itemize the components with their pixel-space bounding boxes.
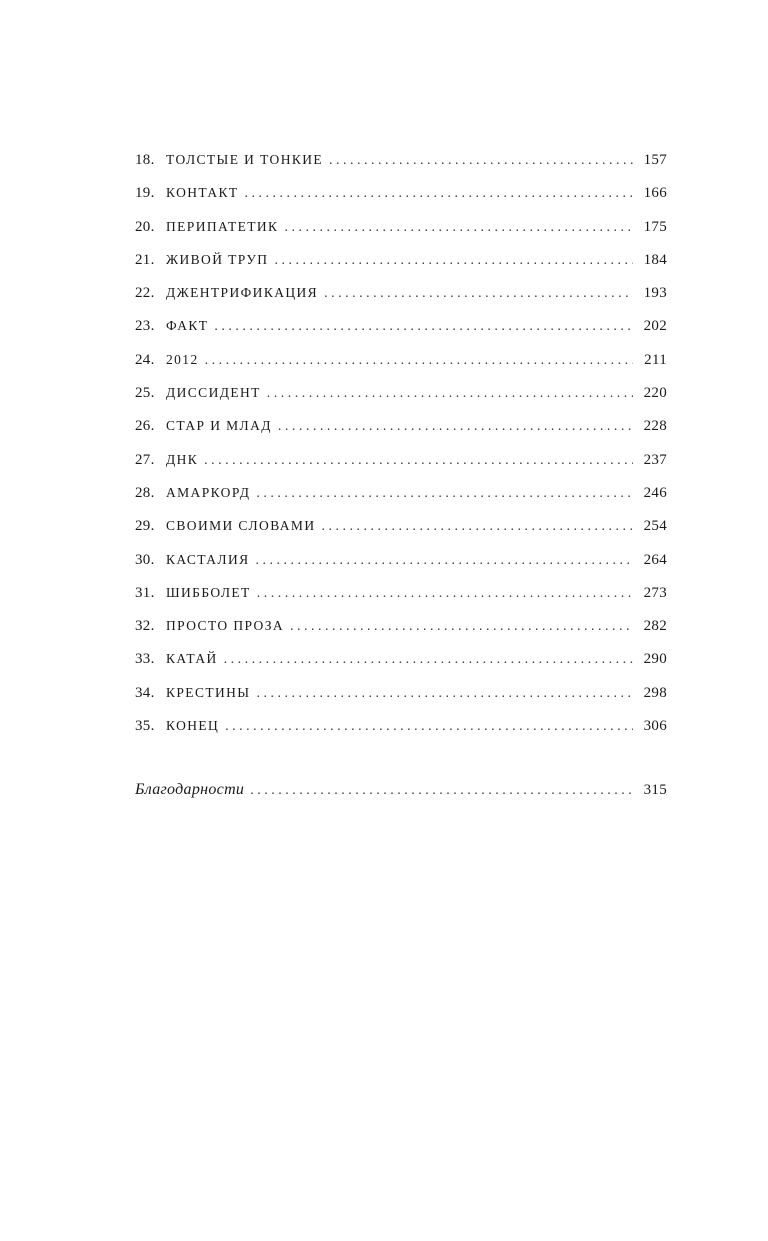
page-number: 184 <box>643 251 667 268</box>
toc-entry[interactable] <box>135 509 667 542</box>
dot-leader <box>324 277 633 309</box>
chapter-title: ЖИВОЙ ТРУП <box>166 251 269 267</box>
chapter-number: 24. <box>135 351 155 368</box>
page-number: 211 <box>644 351 667 368</box>
toc-entry[interactable] <box>135 609 667 642</box>
chapter-number: 34. <box>135 684 155 701</box>
page-number: 282 <box>643 618 667 635</box>
dot-leader <box>256 677 633 709</box>
page-number: 315 <box>643 782 667 798</box>
dot-leader <box>204 444 633 476</box>
page-number: 220 <box>643 385 667 402</box>
chapter-number: 35. <box>135 718 155 735</box>
chapter-number: 29. <box>135 518 155 535</box>
chapter-number: 32. <box>135 618 155 635</box>
toc-entry[interactable] <box>135 143 667 176</box>
toc-entry[interactable] <box>135 676 667 709</box>
toc-entry[interactable] <box>135 309 667 342</box>
back-matter <box>135 773 667 806</box>
chapter-title: СВОИМИ СЛОВАМИ <box>166 518 316 534</box>
chapter-title: ФАКТ <box>166 318 209 334</box>
chapter-number: 27. <box>135 451 155 468</box>
toc-entry[interactable] <box>135 210 667 243</box>
toc-entry[interactable] <box>135 243 667 276</box>
page-number: 157 <box>643 152 667 168</box>
dot-leader <box>329 144 633 176</box>
chapter-number: 20. <box>135 218 155 235</box>
toc-entry[interactable] <box>135 343 667 376</box>
chapter-number: 26. <box>135 418 155 435</box>
chapter-title: ПЕРИПАТЕТИК <box>166 218 279 234</box>
toc-entry[interactable] <box>135 642 667 675</box>
dot-leader <box>284 211 633 243</box>
page-number: 273 <box>643 584 667 601</box>
page-number: 290 <box>643 651 667 668</box>
chapter-title: КАСТАЛИЯ <box>166 551 250 567</box>
dot-leader <box>245 177 633 209</box>
chapter-title: ТОЛСТЫЕ И ТОНКИЕ <box>166 152 324 167</box>
dot-leader <box>257 577 633 609</box>
page-number: 175 <box>643 218 667 235</box>
page-number: 264 <box>643 551 667 568</box>
page-number: 166 <box>643 185 667 202</box>
chapter-title: КОНЕЦ <box>166 718 220 734</box>
toc-entry[interactable] <box>135 709 667 742</box>
chapter-title: ПРОСТО ПРОЗА <box>166 618 285 634</box>
chapter-title: 2012 <box>166 351 199 367</box>
chapter-number: 22. <box>135 285 155 302</box>
chapter-title: ДЖЕНТРИФИКАЦИЯ <box>166 285 319 301</box>
chapter-number: 21. <box>135 251 155 268</box>
chapter-number: 19. <box>135 185 155 202</box>
page-number: 228 <box>643 418 667 435</box>
chapter-number: 25. <box>135 385 155 402</box>
chapter-number: 18. <box>135 152 155 168</box>
page-number: 202 <box>643 318 667 335</box>
page-number: 298 <box>643 684 667 701</box>
chapter-title: АМАРКОРД <box>166 484 251 500</box>
chapter-title: КАТАЙ <box>166 651 218 667</box>
toc-entry[interactable] <box>135 543 667 576</box>
chapter-title: ДИССИДЕНТ <box>166 385 261 401</box>
table-of-contents <box>135 143 667 742</box>
dot-leader <box>225 710 633 742</box>
acknowledgements-title: Благодарности <box>135 781 245 798</box>
page-number: 254 <box>643 518 667 535</box>
dot-leader <box>256 544 633 576</box>
toc-entry[interactable] <box>135 176 667 209</box>
toc-entry[interactable] <box>135 376 667 409</box>
dot-leader <box>290 610 633 642</box>
dot-leader <box>278 410 633 442</box>
chapter-title: СТАР И МЛАД <box>166 418 272 434</box>
dot-leader <box>250 774 633 806</box>
dot-leader <box>267 377 633 409</box>
dot-leader <box>214 310 633 342</box>
dot-leader <box>256 477 633 509</box>
chapter-number: 30. <box>135 551 155 568</box>
toc-entry[interactable] <box>135 409 667 442</box>
chapter-title: ШИББОЛЕТ <box>166 584 251 600</box>
page-number: 306 <box>643 718 667 735</box>
toc-entry[interactable] <box>135 443 667 476</box>
chapter-title: ДНК <box>166 451 199 467</box>
chapter-number: 31. <box>135 584 155 601</box>
dot-leader <box>224 643 633 675</box>
toc-entry[interactable] <box>135 276 667 309</box>
chapter-number: 33. <box>135 651 155 668</box>
page-number: 193 <box>643 285 667 302</box>
page-number: 246 <box>643 484 667 501</box>
page-number: 237 <box>643 451 667 468</box>
dot-leader <box>274 244 633 276</box>
dot-leader <box>205 344 633 376</box>
chapter-title: КОНТАКТ <box>166 185 239 201</box>
toc-entry[interactable] <box>135 576 667 609</box>
dot-leader <box>321 510 633 542</box>
toc-entry[interactable] <box>135 476 667 509</box>
chapter-number: 28. <box>135 484 155 501</box>
chapter-title: КРЕСТИНЫ <box>166 684 251 700</box>
toc-entry-acknowledgements[interactable] <box>135 773 667 806</box>
chapter-number: 23. <box>135 318 155 335</box>
